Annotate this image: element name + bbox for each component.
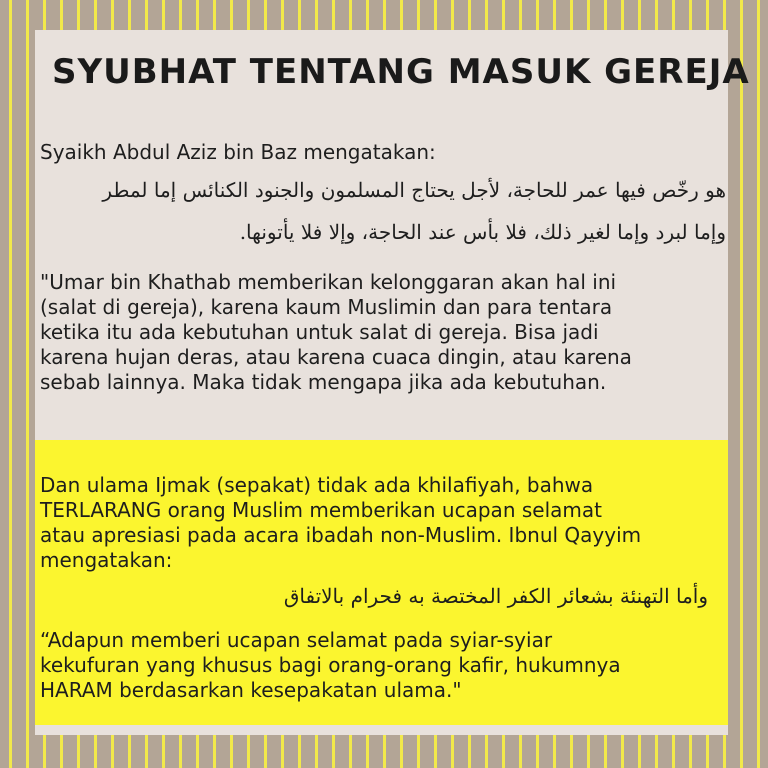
- quote-2-line: “Adapun memberi ucapan selamat pada syiar-syiar: [40, 628, 553, 652]
- quote-1-line: (salat di gereja), karena kaum Muslimin dan para tentara: [40, 295, 613, 319]
- page-title: SYUBHAT TENTANG MASUK GEREJA: [52, 52, 750, 92]
- intro-text: Syaikh Abdul Aziz bin Baz mengatakan:: [40, 140, 436, 164]
- quote-2-line: HARAM berdasarkan kesepakatan ulama.": [40, 678, 462, 702]
- paragraph-2-line: Dan ulama Ijmak (sepakat) tidak ada khilafiyah, bahwa: [40, 473, 594, 497]
- paragraph-2-line: TERLARANG orang Muslim memberikan ucapan selamat: [40, 498, 602, 522]
- arabic-quote-line-2: وإما لبرد وإما لغير ذلك، فلا بأس عند الحاجة، وإلا فلا يأتونها.: [239, 220, 726, 244]
- quote-1-line: "Umar bin Khathab memberikan kelonggaran akan hal ini: [40, 270, 617, 294]
- quote-1-line: ketika itu ada kebutuhan untuk salat di gereja. Bisa jadi: [40, 320, 599, 344]
- bottom-band: [35, 725, 728, 735]
- quote-2-line: kekufuran yang khusus bagi orang-orang kafir, hukumnya: [40, 653, 621, 677]
- arabic-quote-line-1: هو رخّص فيها عمر للحاجة، لأجل يحتاج المسلمون والجنود الكنائس إما لمطر: [102, 178, 726, 202]
- arabic-quote-2: وأما التهنئة بشعائر الكفر المختصة به فحرام بالاتفاق: [283, 584, 708, 608]
- paragraph-2-line: mengatakan:: [40, 548, 173, 572]
- paragraph-2-line: atau apresiasi pada acara ibadah non-Muslim. Ibnul Qayyim: [40, 523, 642, 547]
- quote-1-line: sebab lainnya. Maka tidak mengapa jika ada kebutuhan.: [40, 370, 607, 394]
- quote-1-line: karena hujan deras, atau karena cuaca dingin, atau karena: [40, 345, 632, 369]
